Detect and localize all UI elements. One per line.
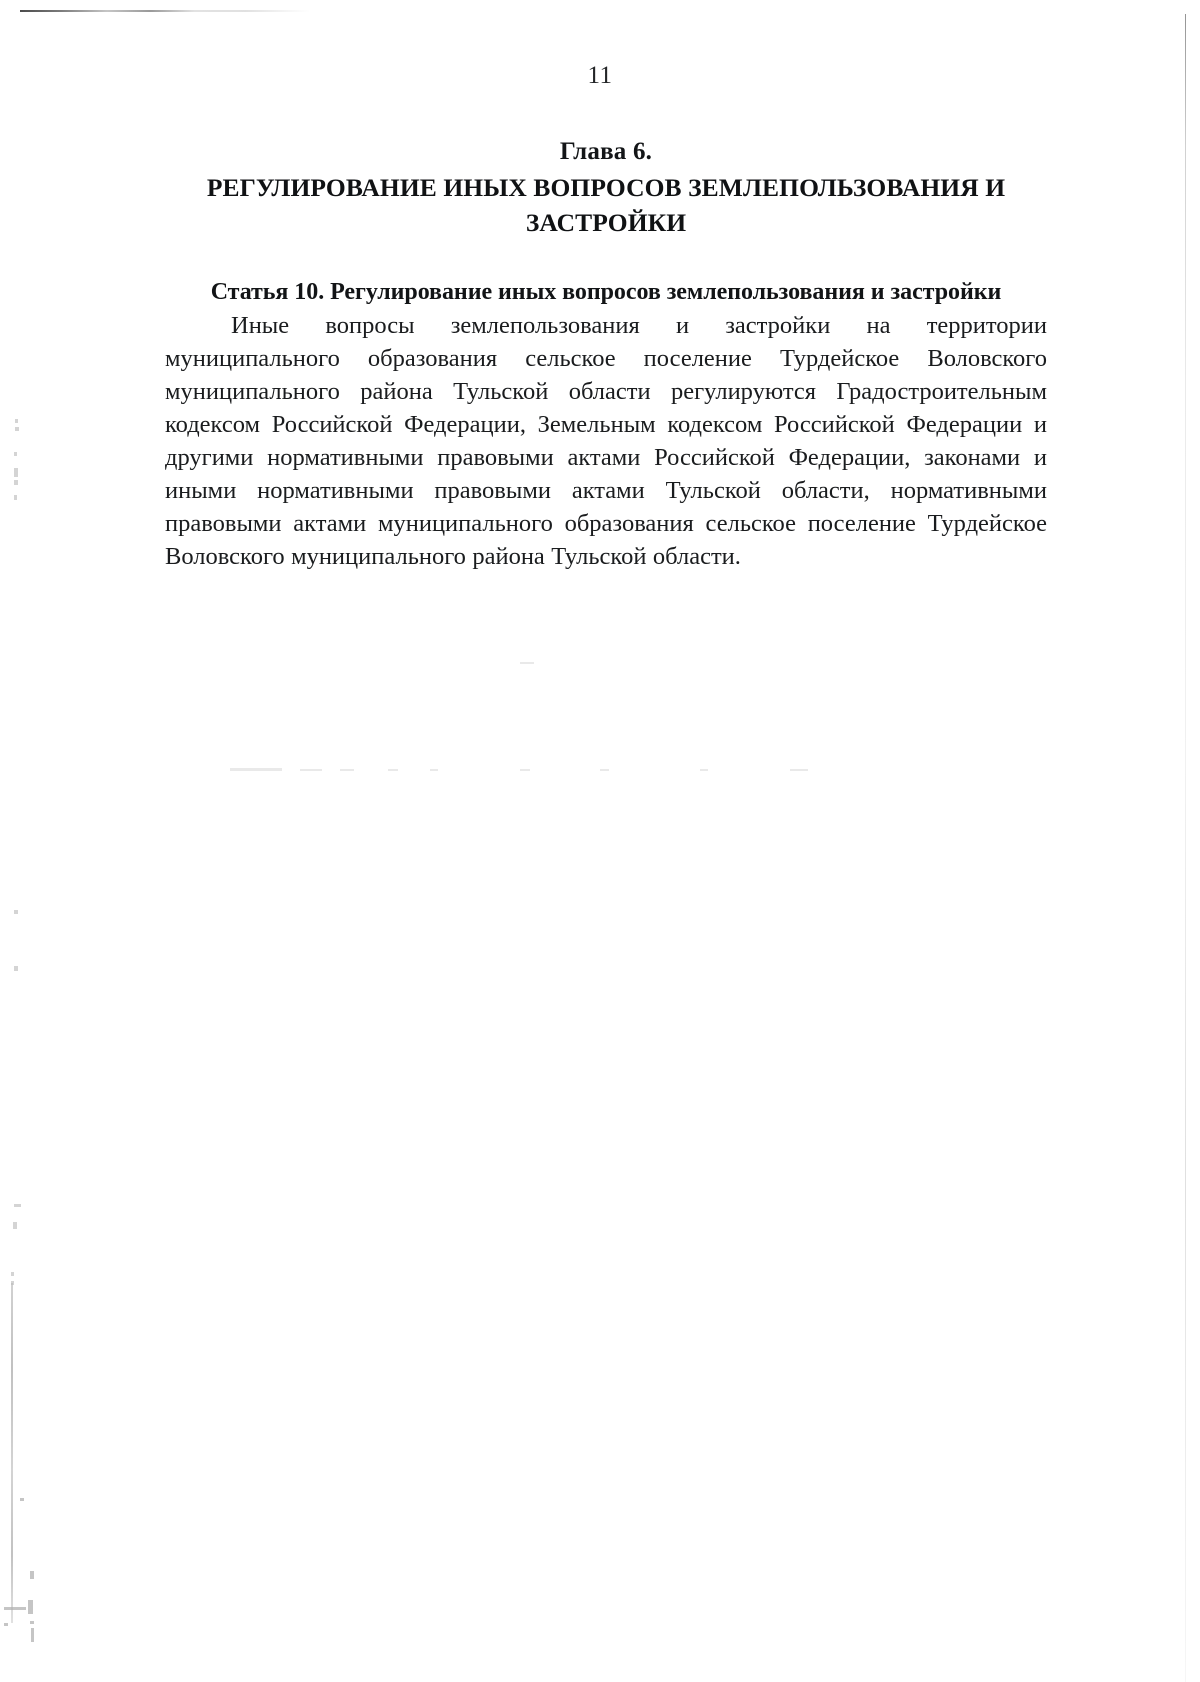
scan-speck [15,419,18,423]
article-section [165,276,1047,573]
article-heading: Статья 10. Регулирование иных вопросов землепользования и застройки [210,279,1002,305]
scan-speck [11,1272,14,1276]
scan-tick-mark [28,1600,33,1614]
scan-tick-mark [31,1628,34,1642]
scan-smudge [790,769,808,771]
scan-tick-mark [30,1571,34,1579]
document-body [165,136,1047,598]
scan-tick-mark [4,1623,8,1626]
scan-speck [11,1281,14,1285]
scan-smudge [700,769,708,771]
scan-smudge [388,769,398,771]
scan-tick-mark [4,1607,26,1610]
scan-speck [14,910,18,914]
scan-speck [14,480,18,485]
scan-edge-line-top [20,10,310,12]
article-paragraph: Иные вопросы землепользования и застройки на территории муниципального образования сельское поселение Турдейское Воловского муниципального района Тульской области регулируются Градостроительным кодексом Российской Федерации, Земельным кодексом Российской Федерации и другими нормативными правовыми актами Российской Федерации, законами и иными нормативными правовыми актами Тульской области, нормативными правовыми актами муниципального образования сельское поселение Турдейское Воловского муниципального района Тульской области. [165,312,1047,570]
scan-smudge [230,768,282,771]
scan-speck [14,1204,21,1207]
scan-smudge [520,662,534,664]
scan-tick-mark [20,1498,24,1501]
scan-smudge [520,769,530,771]
scan-speck [13,1222,17,1229]
scan-edge-line-left [11,1283,13,1623]
chapter-title: РЕГУЛИРОВАНИЕ ИНЫХ ВОПРОСОВ ЗЕМЛЕПОЛЬЗОВАНИЯ И ЗАСТРОЙКИ [206,173,1006,237]
scan-tick-mark [30,1621,34,1624]
scan-smudge [340,769,354,771]
scan-speck [15,427,19,431]
scan-speck [14,468,18,477]
scan-smudge [430,769,438,771]
scan-edge-line-right [1185,14,1186,1682]
scan-smudge [300,769,322,771]
scan-speck [14,495,17,500]
chapter-label: Глава 6. [559,138,653,165]
scan-smudge [600,769,609,771]
scan-speck [14,966,18,971]
page-number: 11 [587,62,613,89]
scan-speck [14,452,17,456]
